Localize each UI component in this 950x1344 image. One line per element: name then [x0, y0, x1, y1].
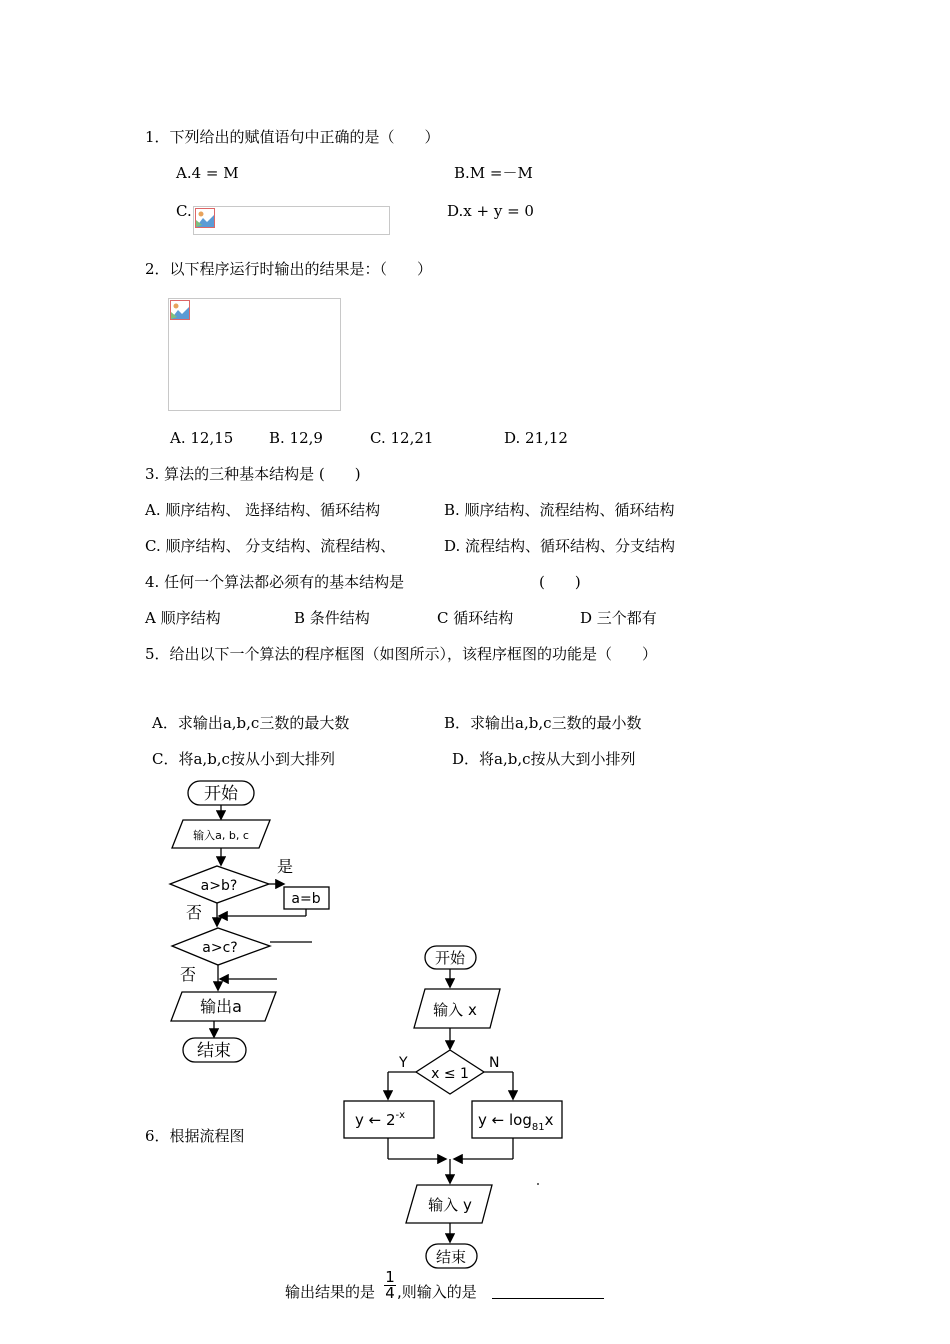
q4-option-a: A 顺序结构: [145, 609, 221, 627]
q5-option-d: D．将a,b,c按从大到小排列: [452, 750, 636, 768]
q2-stem: 2．以下程序运行时输出的结果是：（ ）: [145, 260, 433, 278]
q2-option-a: A. 12,15: [170, 429, 234, 447]
q4-paren: ( ): [539, 573, 581, 591]
q3-option-a: A. 顺序结构、 选择结构、循环结构: [145, 501, 381, 519]
q6-frac-den: 4: [385, 1284, 395, 1302]
flow-output-text: 输出a: [200, 997, 242, 1016]
q2-option-c: C. 12,21: [370, 429, 434, 447]
broken-image-icon: [195, 208, 215, 228]
q5-option-c: C．将a,b,c按从小到大排列: [152, 750, 335, 768]
flow-start-text: 开始: [434, 949, 466, 967]
q5-flowchart: [160, 776, 335, 1068]
flow-assign-text: a=b: [291, 891, 321, 907]
q1-option-c-broken-image: [193, 206, 390, 235]
right-pre: y ← log: [478, 1111, 532, 1129]
left-exp: -x: [395, 1110, 406, 1121]
q5-option-a: A．求输出a,b,c三数的最大数: [152, 714, 350, 732]
flow-cond-text: x ≤ 1: [431, 1066, 469, 1082]
flow-end-text: 结束: [197, 1041, 231, 1061]
flow-cond2-text: a>c?: [202, 940, 238, 956]
q2-option-b: B. 12,9: [269, 429, 323, 447]
flow-input-text: 输入 x: [433, 1001, 477, 1019]
flow-n-label: N: [489, 1055, 500, 1071]
q4-option-b: B 条件结构: [294, 609, 370, 627]
q6-answer-post: ,则输入的是: [397, 1283, 477, 1301]
flow-left-text: [355, 1110, 405, 1129]
q3-option-d: D. 流程结构、循环结构、分支结构: [444, 537, 676, 555]
right-post: x: [544, 1111, 554, 1129]
q6-frac-num: 1: [385, 1268, 395, 1286]
left-base: y ← 2: [355, 1111, 396, 1129]
q6-fraction: [384, 1270, 396, 1301]
flow-start-text: 开始: [204, 784, 238, 804]
q2-program-broken-image: [168, 298, 341, 411]
q1-option-b: B.M =－M: [454, 164, 533, 182]
flow-right-text: [478, 1111, 554, 1133]
flow-input2-text: 输入 y: [428, 1196, 472, 1214]
q5-stem: 5．给出以下一个算法的程序框图（如图所示），该程序框图的功能是（ ）: [145, 645, 658, 663]
broken-image-icon: [170, 300, 190, 320]
q1-option-d: D.x + y = 0: [447, 202, 534, 220]
flow-no1-text: 否: [186, 903, 203, 922]
flow-input-text: 输入a, b, c: [193, 829, 249, 842]
flow-y-label: Y: [399, 1055, 408, 1071]
flow-yes-text: 是: [277, 857, 294, 876]
q1-stem: 1．下列给出的赋值语句中正确的是（ ）: [145, 128, 440, 146]
q1-option-c: C.: [176, 202, 192, 220]
q2-option-d: D. 21,12: [504, 429, 568, 447]
flow-no2-text: 否: [180, 965, 197, 984]
q4-option-d: D 三个都有: [580, 609, 657, 627]
q1-option-a: A.4 = M: [176, 164, 239, 182]
flow-end-text: 结束: [435, 1248, 467, 1266]
q3-option-c: C. 顺序结构、 分支结构、流程结构、: [145, 537, 396, 555]
q6-stem: 6．根据流程图: [145, 1127, 245, 1145]
right-sub: 81: [531, 1122, 545, 1133]
q6-flowchart: [334, 940, 606, 1280]
flow-cond1-text: a>b?: [200, 878, 238, 894]
q3-option-b: B. 顺序结构、流程结构、循环结构: [444, 501, 675, 519]
q5-option-b: B．求输出a,b,c三数的最小数: [444, 714, 642, 732]
q6-answer-pre: 输出结果的是: [285, 1283, 376, 1301]
q6-answer-blank: [492, 1281, 604, 1299]
q4-option-c: C 循环结构: [437, 609, 514, 627]
q4-stem: 4. 任何一个算法都必须有的基本结构是: [145, 573, 405, 591]
q3-stem: 3. 算法的三种基本结构是 ( ): [145, 465, 361, 483]
